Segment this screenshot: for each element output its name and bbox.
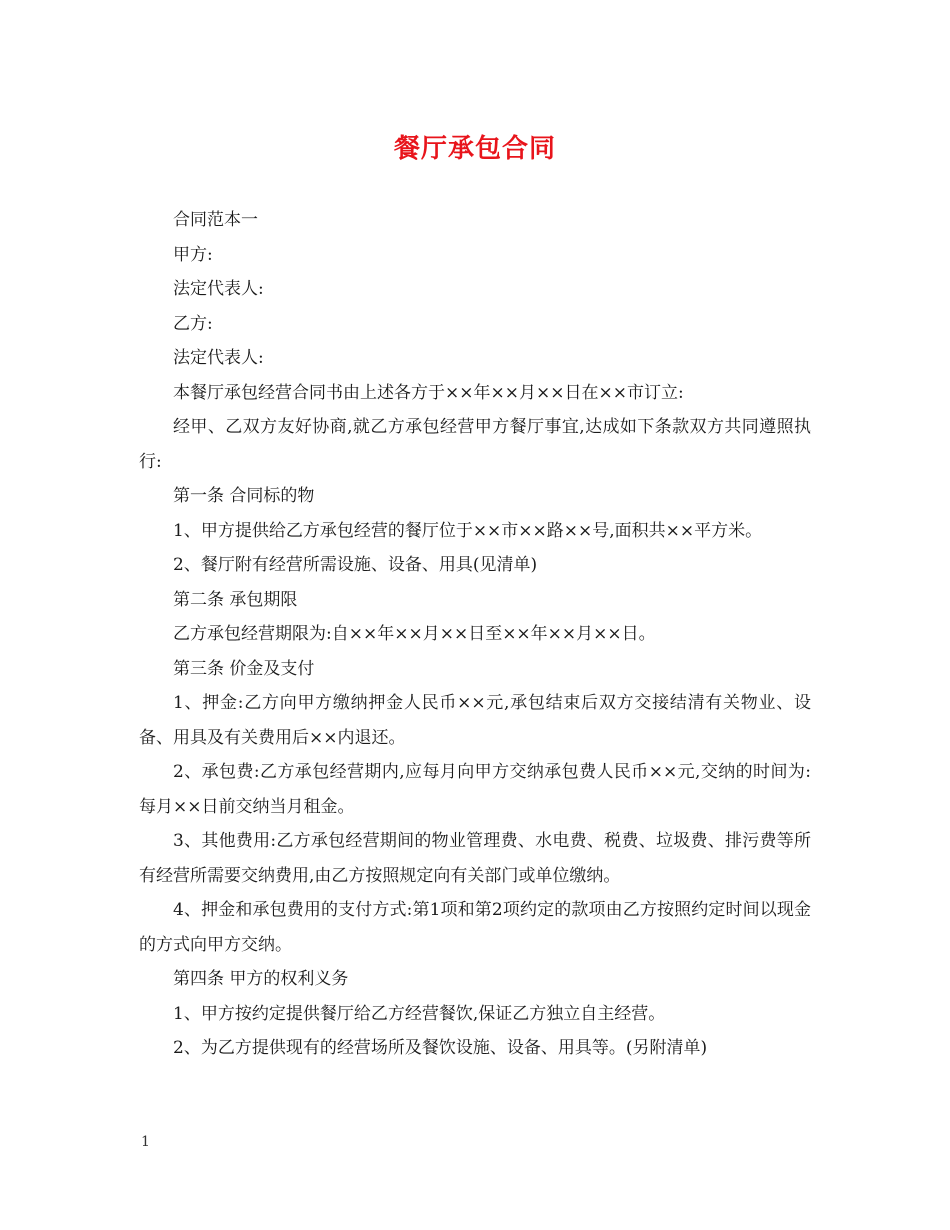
- paragraph: 法定代表人:: [173, 279, 264, 299]
- paragraph: 2、承包费:乙方承包经营期内,应每月向甲方交纳承包费人民币××元,交纳的时间为:每月××日前交纳当月租金。: [139, 762, 811, 817]
- paragraph: 1、押金:乙方向甲方缴纳押金人民币××元,承包结束后双方交接结清有关物业、设备、用具及有关费用后××内退还。: [139, 693, 811, 748]
- paragraph: 法定代表人:: [173, 348, 264, 368]
- paragraph: 4、押金和承包费用的支付方式:第1项和第2项约定的款项由乙方按照约定时间以现金的方式向甲方交纳。: [139, 900, 811, 955]
- paragraph: 2、餐厅附有经营所需设施、设备、用具(见清单): [173, 555, 538, 575]
- paragraph: 经甲、乙双方友好协商,就乙方承包经营甲方餐厅事宜,达成如下条款双方共同遵照执行:: [139, 417, 811, 472]
- paragraph: 乙方:: [173, 313, 213, 334]
- paragraph: 1、甲方按约定提供餐厅给乙方经营餐饮,保证乙方独立自主经营。: [173, 1003, 666, 1024]
- paragraph: 合同范本一: [173, 210, 258, 230]
- document-title: 餐厅承包合同: [393, 134, 556, 164]
- paragraph: 本餐厅承包经营合同书由上述各方于××年××月××日在××市订立:: [173, 382, 684, 403]
- document-body: [139, 203, 811, 1066]
- paragraph: 甲方:: [173, 244, 213, 265]
- paragraph: 2、为乙方提供现有的经营场所及餐饮设施、设备、用具等。(另附清单): [173, 1038, 708, 1058]
- section-heading: 第四条 甲方的权利义务: [173, 969, 349, 989]
- paragraph: 3、其他费用:乙方承包经营期间的物业管理费、水电费、税费、垃圾费、排污费等所有经营所需要交纳费用,由乙方按照规定向有关部门或单位缴纳。: [139, 831, 811, 886]
- section-heading: 第二条 承包期限: [173, 589, 298, 610]
- section-heading: 第三条 价金及支付: [173, 658, 315, 679]
- paragraph: 1、甲方提供给乙方承包经营的餐厅位于××市××路××号,面积共××平方米。: [173, 520, 763, 541]
- page-number: 1: [141, 1134, 150, 1150]
- section-heading: 第一条 合同标的物: [173, 486, 315, 506]
- paragraph: 乙方承包经营期限为:自××年××月××日至××年××月××日。: [173, 624, 656, 644]
